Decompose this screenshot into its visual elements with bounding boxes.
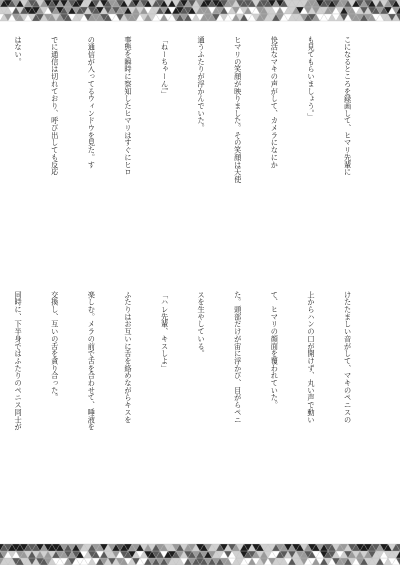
text-line: 事態を瞬時に察知したヒマリはすぐにヒロ [123, 36, 133, 176]
text-line: 同時に、下半身ではふたりのペニス同士が [14, 291, 24, 431]
text-line: も見てもらいましょう。」 [306, 36, 316, 121]
text-line: けたたましい音がして、マキのペニスの [343, 291, 353, 424]
text-line: 快活なマキの声がして、カメラになにか [270, 36, 280, 169]
text-line: 楽しむ。メラの前で舌を合わせて、唾液を [87, 291, 97, 431]
lower-text-block [14, 291, 378, 529]
text-line: た。頭部だけが宙に浮かび、目がらペニ [233, 291, 243, 424]
text-line: 「ハレ先輩、キスしよ」 [160, 291, 170, 372]
text-line: スを生やしている。 [197, 291, 207, 358]
upper-text-block [14, 36, 378, 274]
top-triangle-border [0, 0, 400, 28]
text-line: はない。 [14, 36, 24, 66]
text-line: でに通信は切れており、呼び出しても反応 [50, 36, 60, 176]
text-line: 「ねーちゃーん!」 [160, 36, 170, 98]
text-line: こになるところを録画して、ヒマリ先輩に [343, 36, 353, 176]
text-line: 交換し、互いの舌を貪り合った。 [50, 291, 60, 402]
text-line: て、ヒマリの顔面を覆われていた。 [270, 291, 280, 409]
text-line: ヒマリの笑顔が映りました。その笑顔は天使 [233, 36, 243, 183]
bottom-triangle-border [0, 537, 400, 565]
text-line: の通信が入ってるウィンドウを見た。す [87, 36, 97, 169]
text-line: ふたりはお互いに舌を絡めながらキスを [123, 291, 133, 424]
page-body [14, 36, 378, 529]
text-line: 通うふたりが浮かんでいた。 [197, 36, 207, 132]
text-line: 上からハンの口が開けず、丸い声で動い [306, 291, 316, 424]
